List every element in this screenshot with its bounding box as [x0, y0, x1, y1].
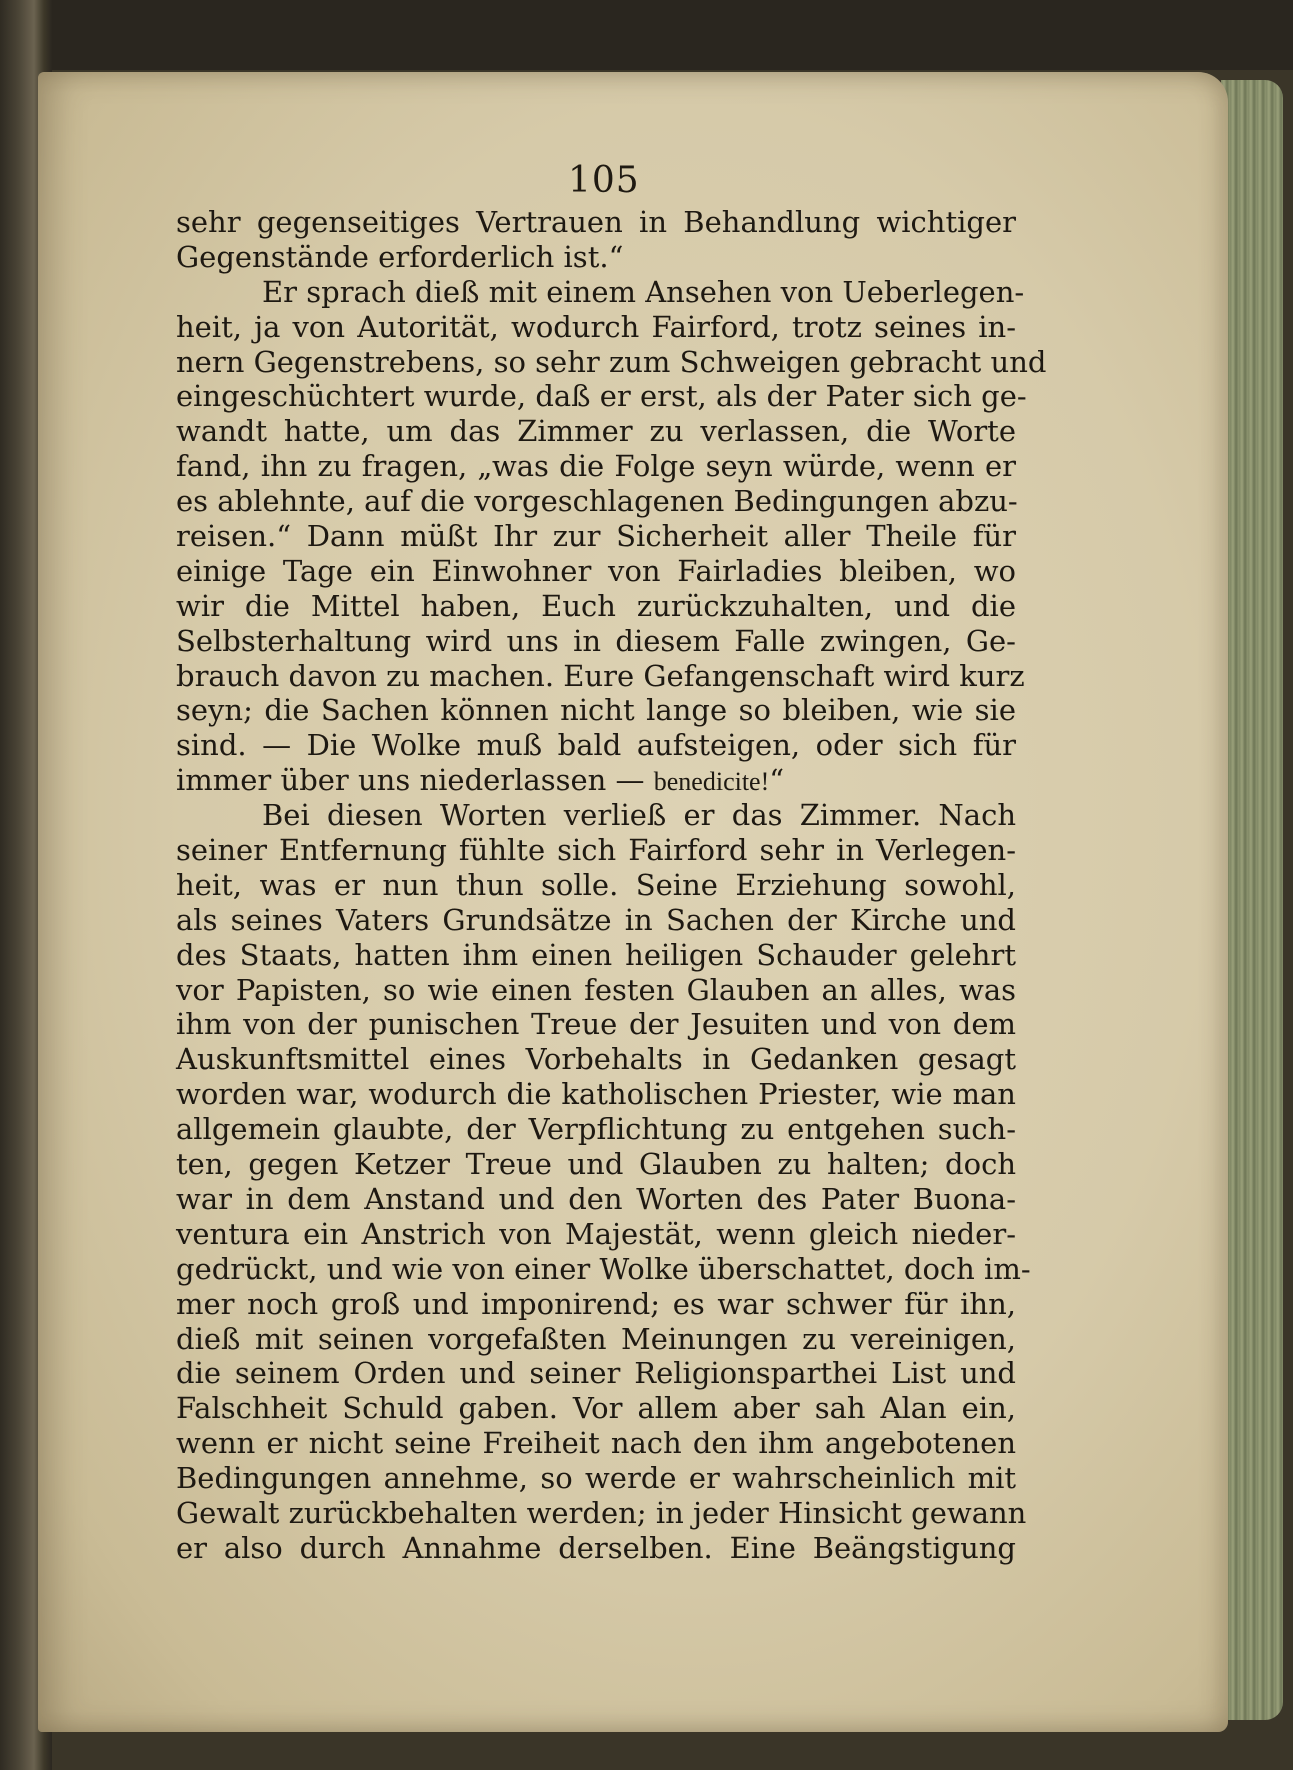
page-body-text: [176, 205, 1047, 1566]
text-line: reisen.“ Dann müßt Ihr zur Sicherheit aller Theile für: [176, 519, 1016, 554]
page-edge-stack: [1221, 80, 1283, 1720]
text-line: Falschheit Schuld gaben. Vor allem aber sah Alan ein,: [176, 1391, 1016, 1426]
latin-word: benedicite!: [653, 767, 770, 797]
text-line: wenn er nicht seine Freiheit nach den ihm angebotenen: [176, 1426, 1016, 1461]
text-line: Er sprach dieß mit einem Ansehen von Ueberlegen-: [262, 274, 1025, 309]
closing-quote: “: [769, 763, 785, 798]
text-line: nern Gegenstrebens, so sehr zum Schweigen gebracht und: [176, 344, 1047, 379]
text-line: Gegenstände erforderlich ist.“: [176, 239, 624, 274]
text-line: seyn; die Sachen können nicht lange so bleiben, wie sie: [176, 693, 1016, 728]
text-line: heit, ja von Autorität, wodurch Fairford, trotz seines in-: [176, 309, 1016, 344]
text-line: sehr gegenseitiges Vertrauen in Behandlung wichtiger: [176, 205, 1016, 239]
text-line: mer noch groß und imponirend; es war schwer für ihn,: [176, 1286, 1016, 1321]
text-line: dieß mit seinen vorgefaßten Meinungen zu vereinigen,: [176, 1321, 1016, 1356]
text-line: Auskunftsmittel eines Vorbehalts in Gedanken gesagt: [176, 1042, 1016, 1077]
text-line: heit, was er nun thun solle. Seine Erziehung sowohl,: [176, 867, 1016, 902]
text-line: ten, gegen Ketzer Treue und Glauben zu halten; doch: [176, 1147, 1016, 1182]
text-line: fand, ihn zu fragen, „was die Folge seyn würde, wenn er: [176, 449, 1016, 484]
text-line: ihm von der punischen Treue der Jesuiten und von dem: [176, 1007, 1016, 1042]
text-line: gedrückt, und wie von einer Wolke überschattet, doch im-: [176, 1251, 1031, 1286]
text-line: seiner Entfernung fühlte sich Fairford sehr in Verlegen-: [176, 833, 1016, 868]
text-line: wandt hatte, um das Zimmer zu verlassen, die Worte: [176, 414, 1016, 449]
text-line: sind. — Die Wolke muß bald aufsteigen, oder sich für: [176, 728, 1016, 763]
text-line: Gewalt zurückbehalten werden; in jeder Hinsicht gewann: [176, 1495, 1027, 1530]
text-line: war in dem Anstand und den Worten des Pater Buona-: [176, 1181, 1016, 1216]
text-line-main: immer über uns niederlassen —: [176, 763, 645, 798]
text-line: [176, 763, 1016, 798]
text-line: vor Papisten, so wie einen festen Glauben an alles, was: [176, 972, 1016, 1007]
text-line: er also durch Annahme derselben. Eine Beängstigung: [176, 1530, 1016, 1565]
text-line: wir die Mittel haben, Euch zurückzuhalten, und die: [176, 588, 1016, 623]
text-line: brauch davon zu machen. Eure Gefangenschaft wird kurz: [176, 658, 1025, 693]
text-line: einige Tage ein Einwohner von Fairladies bleiben, wo: [176, 553, 1016, 588]
text-line: Bei diesen Worten verließ er das Zimmer. Nach: [262, 798, 1016, 833]
text-line: die seinem Orden und seiner Religionsparthei List und: [176, 1356, 1016, 1391]
text-line: Selbsterhaltung wird uns in diesem Falle zwingen, Ge-: [176, 623, 1016, 658]
text-line: ventura ein Anstrich von Majestät, wenn gleich nieder-: [176, 1216, 1016, 1251]
text-line: Bedingungen annehme, so werde er wahrscheinlich mit: [176, 1461, 1016, 1496]
text-line: worden war, wodurch die katholischen Priester, wie man: [176, 1077, 1016, 1112]
text-line: es ablehnte, auf die vorgeschlagenen Bedingungen abzu-: [176, 484, 1018, 519]
text-line: als seines Vaters Grundsätze in Sachen der Kirche und: [176, 902, 1016, 937]
text-line: eingeschüchtert wurde, daß er erst, als der Pater sich ge-: [176, 379, 1027, 414]
text-line: allgemein glaubte, der Verpflichtung zu entgehen such-: [176, 1112, 1016, 1147]
text-line: des Staats, hatten ihm einen heiligen Schauder gelehrt: [176, 937, 1016, 972]
page-number: 105: [568, 160, 640, 201]
